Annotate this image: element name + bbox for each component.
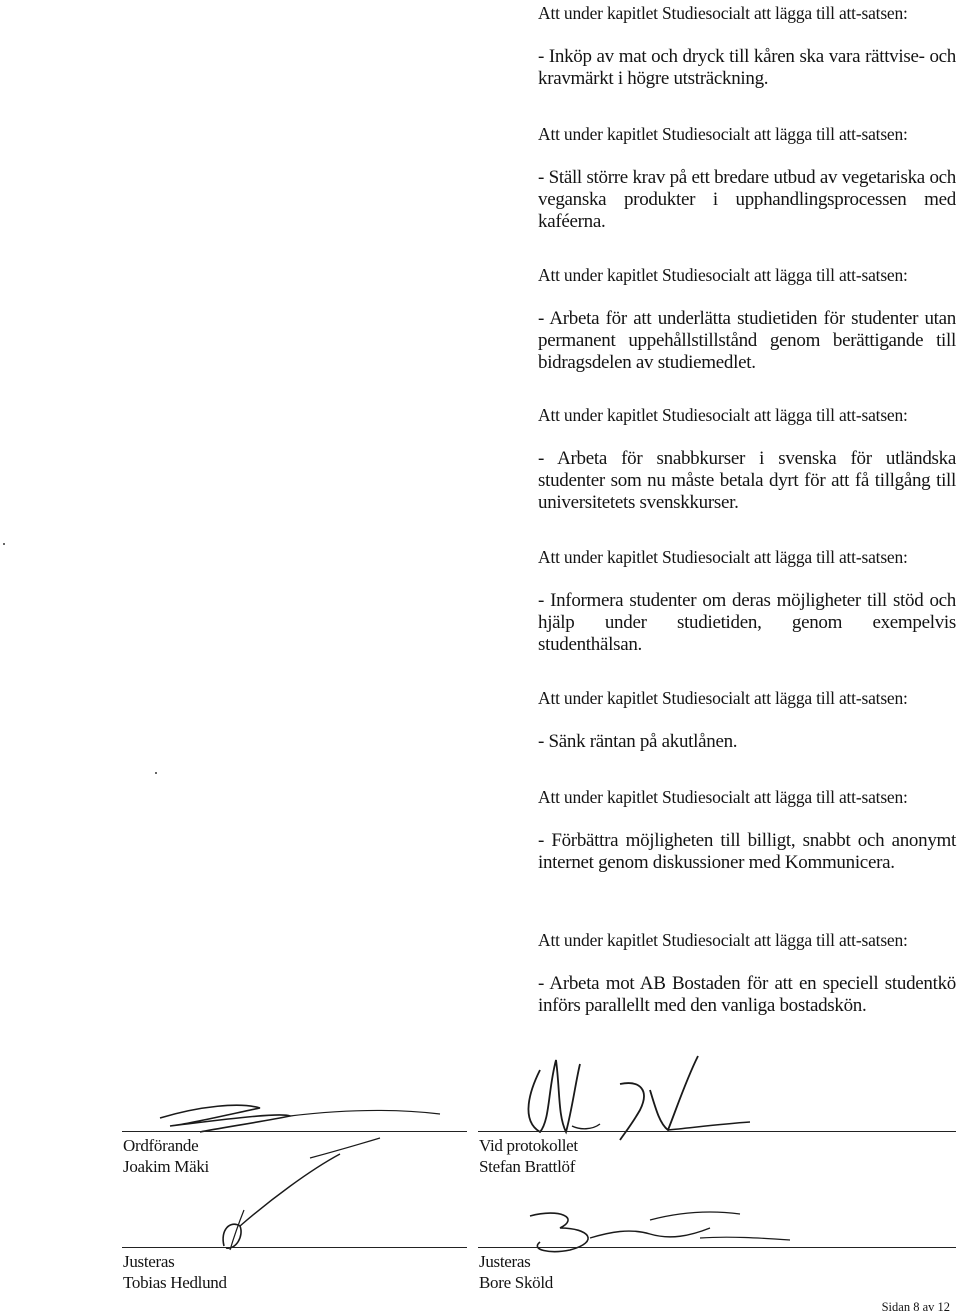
section-body: - Sänk räntan på akutlånen. — [538, 731, 738, 752]
adjuster2-role: Justeras — [479, 1252, 531, 1271]
adjuster1-name: Tobias Hedlund — [123, 1273, 227, 1292]
secretary-signature-line — [478, 1131, 956, 1132]
section-heading: Att under kapitlet Studiesocialt att lägga till att-satsen: — [538, 405, 908, 425]
adjuster2-name: Bore Sköld — [479, 1273, 553, 1292]
section-heading: Att under kapitlet Studiesocialt att lägga till att-satsen: — [538, 930, 908, 950]
adjuster1-role: Justeras — [123, 1252, 175, 1271]
section-body: - Ställ större krav på ett bredare utbud av vegetariska och veganska produkter i upphandlingsprocessen med kaféerna. — [538, 167, 956, 232]
section-heading: Att under kapitlet Studiesocialt att lägga till att-satsen: — [538, 265, 908, 285]
secretary-role: Vid protokollet — [479, 1136, 578, 1155]
adjuster2-signature-scribble — [500, 1198, 800, 1258]
motion-section — [538, 929, 956, 1017]
secretary-name: Stefan Brattlöf — [479, 1157, 576, 1176]
section-heading: Att under kapitlet Studiesocialt att lägga till att-satsen: — [538, 547, 908, 567]
chair-role: Ordförande — [123, 1136, 199, 1155]
motion-section — [538, 404, 956, 514]
motion-section — [538, 264, 956, 374]
motion-section — [538, 786, 956, 874]
section-body: - Informera studenter om deras möjligheter till stöd och hjälp under studietiden, genom exempelvis studenthälsan. — [538, 590, 956, 655]
section-heading: Att under kapitlet Studiesocialt att lägga till att-satsen: — [538, 688, 908, 708]
secretary-signature-scribble — [500, 1050, 760, 1140]
page-number: Sidan 8 av 12 — [881, 1300, 950, 1314]
adjuster2-signature-line — [478, 1247, 956, 1248]
chair-name: Joakim Mäki — [123, 1157, 209, 1176]
motion-section — [538, 546, 956, 656]
motion-section — [538, 687, 956, 753]
section-heading: Att under kapitlet Studiesocialt att lägga till att-satsen: — [538, 124, 908, 144]
motion-section — [538, 123, 956, 233]
section-body: - Arbeta för att underlätta studietiden för studenter utan permanent uppehållstillstånd genom berättigande till bidragsdelen av studiemedlet. — [538, 308, 956, 373]
adjuster1-signature-line — [122, 1247, 467, 1248]
scan-speck — [155, 772, 157, 774]
section-heading: Att under kapitlet Studiesocialt att lägga till att-satsen: — [538, 3, 908, 23]
scan-speck — [3, 543, 5, 545]
section-heading: Att under kapitlet Studiesocialt att lägga till att-satsen: — [538, 787, 908, 807]
section-body: - Arbeta för snabbkurser i svenska för utländska studenter som nu måste betala dyrt för att få tillgång till universitetets svenskkurser. — [538, 448, 956, 513]
chair-signature-line — [122, 1131, 467, 1132]
adjuster1-signature-scribble — [210, 1150, 350, 1260]
motion-section — [538, 2, 956, 90]
section-body: - Förbättra möjligheten till billigt, snabbt och anonymt internet genom diskussioner med Kommunicera. — [538, 830, 956, 873]
section-body: - Inköp av mat och dryck till kåren ska vara rättvise- och kravmärkt i högre utsträckning. — [538, 46, 956, 89]
section-body: - Arbeta mot AB Bostaden för att en speciell studentkö införs parallellt med den vanliga bostadskön. — [538, 973, 956, 1016]
